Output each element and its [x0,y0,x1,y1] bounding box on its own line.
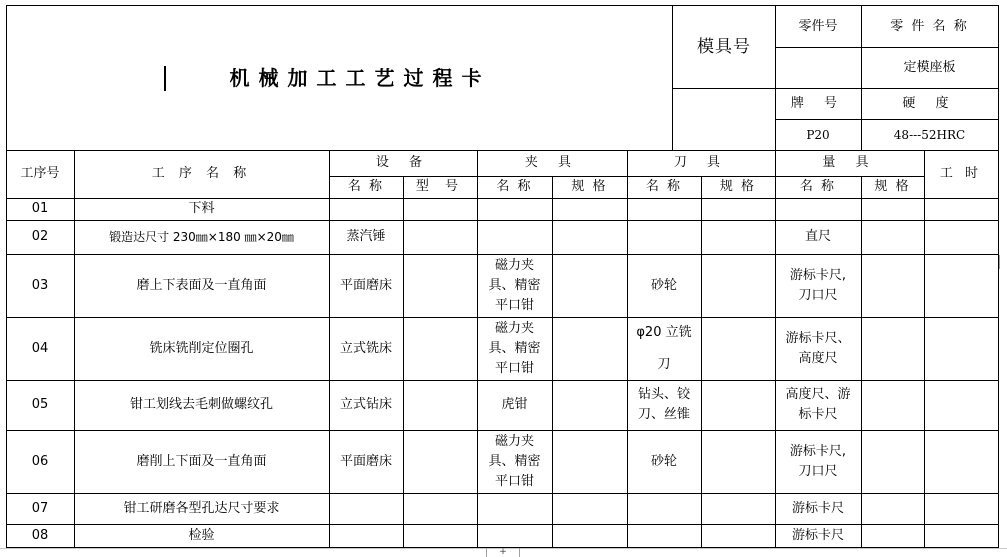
header-v-775 [775,5,776,150]
row-03-no: 03 [31,277,49,293]
row-02-no: 02 [31,229,49,244]
row-03-gauge: 游标卡尺, 刀口尺 [789,267,847,303]
row-05-name: 钳工划线去毛刺做螺纹孔 [129,397,273,412]
row-03-equip: 平面磨床 [339,277,392,293]
col-op-no: 工序号 [20,166,60,181]
table-v-861 [861,176,862,548]
row-04-name: 铣床铣削定位圈孔 [149,340,254,356]
table-h-220 [6,220,999,221]
row-07-gauge: 游标卡尺 [791,500,844,516]
col-fixture-spec: 规 格 [571,179,608,194]
table-v-329 [329,150,330,548]
table-h-198 [6,198,999,199]
card-title: 机械加工工艺过程卡 [229,66,491,90]
grade-value: P20 [806,127,830,142]
table-h-317 [6,317,999,318]
row-05-fixture: 虎钳 [501,397,528,412]
row-08-gauge: 游标卡尺 [791,527,844,543]
part-name-label: 零 件 名 称 [890,18,969,34]
row-08-name: 检验 [188,527,215,543]
col-fixture: 夹 具 [524,155,580,170]
table-v-775 [775,150,776,548]
row-01-name: 下料 [188,201,215,216]
table-v-477 [477,150,478,548]
table-v-552 [552,176,553,548]
row-05-equip: 立式钻床 [339,397,392,412]
col-gauge-name: 名 称 [799,179,837,194]
row-03-name: 磨上下表面及一直角面 [136,277,267,293]
row-06-tool: 砂轮 [650,453,677,469]
table-v-627 [627,150,628,548]
row-05-no: 05 [31,397,49,412]
row-05-gauge: 高度尺、游 标卡尺 [785,387,851,422]
table-v-924 [924,150,925,548]
row-05-tool: 钻头、铰 刀、丝锥 [637,387,690,422]
header-v-861 [861,5,862,150]
col-tool-name: 名 称 [645,179,683,194]
row-02-gauge: 直尺 [804,229,831,244]
table-h-254 [6,254,999,255]
row-06-name: 磨削上下面及一直角面 [136,453,267,469]
col-gauge: 量 具 [822,155,877,170]
col-equipment: 设 备 [375,155,431,170]
hardness-label: 硬 度 [902,95,957,111]
row-06-fixture: 磁力夹 具、精密 平口钳 [488,433,541,489]
row-04-tool: φ20 立铣 刀 [636,324,692,372]
border-top [6,5,999,6]
row-04-gauge: 游标卡尺、 高度尺 [785,330,851,366]
col-fixture-name: 名 称 [496,179,533,194]
part-no-label: 零件号 [798,18,838,34]
col-equip-model: 型 号 [415,179,465,194]
header-v-672 [672,5,673,150]
table-h-493 [6,493,999,494]
table-h-150 [6,150,999,151]
border-left [6,5,7,548]
header-h-119 [775,119,999,120]
row-01-no: 01 [31,201,49,216]
row-04-no: 04 [31,340,49,356]
row-03-fixture: 磁力夹 具、精密 平口钳 [488,257,541,313]
table-v-74 [74,150,75,548]
add-sheet-button[interactable]: + [486,548,520,557]
table-h-524 [6,524,999,525]
row-02-equip: 蒸汽锤 [346,229,386,244]
hardness-value: 48---52HRC [893,127,966,142]
col-tool: 刀 具 [673,155,729,170]
col-tool-spec: 规 格 [719,179,757,194]
table-v-403 [403,176,404,548]
scroll-handle[interactable] [999,255,1007,269]
row-06-equip: 平面磨床 [339,453,392,469]
row-06-no: 06 [31,453,49,469]
col-hours: 工 时 [939,166,983,181]
row-08-no: 08 [31,527,49,543]
title-marker [164,66,166,91]
col-equip-name: 名 称 [347,179,385,194]
mould-no-label: 模具号 [697,37,751,57]
table-h-380 [6,380,999,381]
row-07-name: 钳工研磨各型孔达尺寸要求 [123,500,280,516]
table-v-701 [701,176,702,548]
col-op-name: 工 序 名 称 [151,166,252,181]
header-h-88 [672,88,999,89]
row-07-no: 07 [31,500,49,516]
part-name-value: 定模座板 [903,59,956,75]
row-04-fixture: 磁力夹 具、精密 平口钳 [488,320,541,376]
grade-label: 牌 号 [790,95,846,111]
row-02-name: 锻造达尺寸 230㎜×180 ㎜×20㎜ [109,230,294,244]
row-04-equip: 立式铣床 [339,340,392,356]
col-gauge-spec: 规 格 [874,179,911,194]
table-h-430 [6,430,999,431]
border-right [998,5,999,548]
row-03-tool: 砂轮 [650,277,677,293]
header-h-47 [775,47,999,48]
row-06-gauge: 游标卡尺, 刀口尺 [789,443,847,479]
